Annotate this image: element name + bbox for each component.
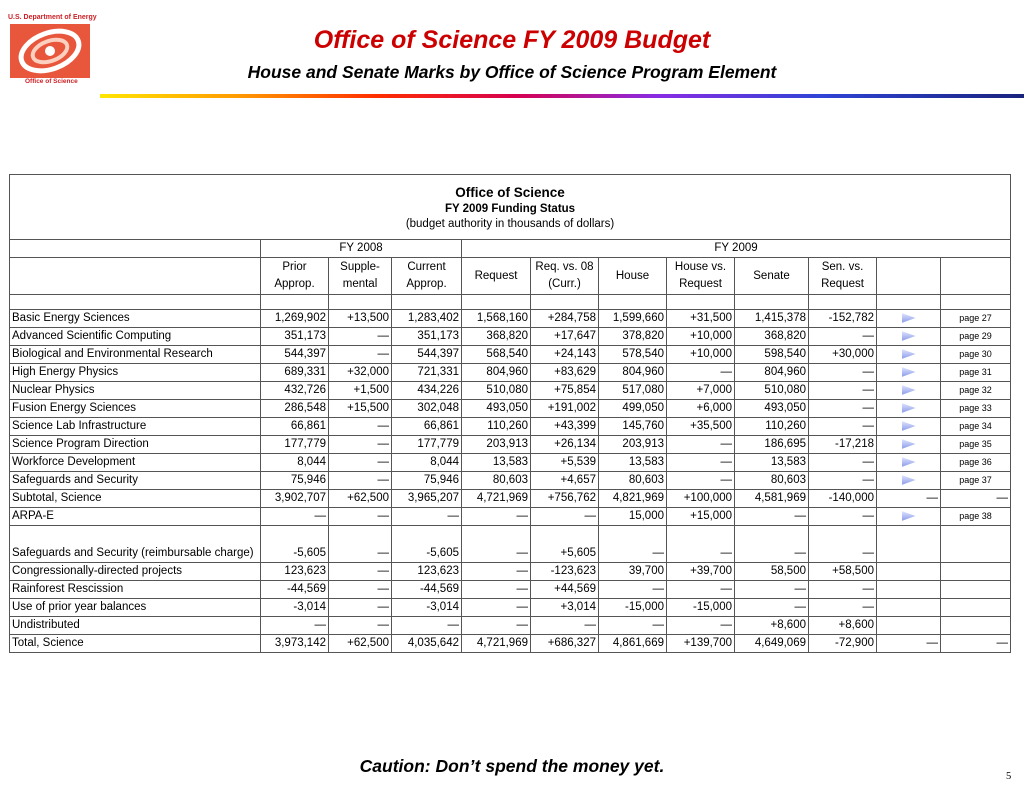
value-cell: 80,603 <box>462 472 531 490</box>
table-row <box>10 328 1011 346</box>
fy2008-group-header: FY 2008 <box>261 240 462 258</box>
row-label: Rainforest Rescission <box>10 581 261 599</box>
table-row <box>10 436 1011 454</box>
value-cell: — <box>462 508 531 526</box>
logo-bottom-text: Office of Science <box>25 78 78 85</box>
value-cell: -44,569 <box>392 581 462 599</box>
value-cell: +4,657 <box>531 472 599 490</box>
spacer-row <box>10 295 1011 310</box>
value-cell: — <box>735 526 809 563</box>
table-row <box>10 563 1011 581</box>
value-cell: -5,605 <box>261 526 329 563</box>
value-cell: -140,000 <box>809 490 877 508</box>
value-cell: — <box>392 508 462 526</box>
value-cell: 351,173 <box>261 328 329 346</box>
value-cell: — <box>667 526 735 563</box>
play-arrow-icon[interactable] <box>902 511 916 521</box>
value-cell: -15,000 <box>667 599 735 617</box>
table-title: Office of Science <box>455 184 565 200</box>
column-header-row <box>10 258 1011 295</box>
value-cell: +75,854 <box>531 382 599 400</box>
value-cell: +1,500 <box>329 382 392 400</box>
value-cell: 568,540 <box>462 346 531 364</box>
value-cell: 39,700 <box>599 563 667 581</box>
value-cell: 286,548 <box>261 400 329 418</box>
value-cell: 499,050 <box>599 400 667 418</box>
value-cell: — <box>261 508 329 526</box>
value-cell: 66,861 <box>392 418 462 436</box>
value-cell: — <box>877 490 941 508</box>
row-label: Nuclear Physics <box>10 382 261 400</box>
value-cell: — <box>735 599 809 617</box>
value-cell: +284,758 <box>531 310 599 328</box>
value-cell: 15,000 <box>599 508 667 526</box>
value-cell: — <box>809 418 877 436</box>
value-cell: — <box>941 490 1011 508</box>
table-row <box>10 599 1011 617</box>
value-cell: 510,080 <box>462 382 531 400</box>
value-cell: +62,500 <box>329 490 392 508</box>
value-cell: -3,014 <box>261 599 329 617</box>
page-title: Office of Science FY 2009 Budget <box>313 26 711 54</box>
value-cell: 689,331 <box>261 364 329 382</box>
value-cell: +43,399 <box>531 418 599 436</box>
value-cell: 598,540 <box>735 346 809 364</box>
value-cell: — <box>329 508 392 526</box>
row-label: Biological and Environmental Research <box>10 346 261 364</box>
value-cell: -15,000 <box>599 599 667 617</box>
link-arrow-cell[interactable] <box>877 508 941 526</box>
value-cell: +15,000 <box>667 508 735 526</box>
play-arrow-icon[interactable] <box>902 439 916 449</box>
value-cell: -17,218 <box>809 436 877 454</box>
value-cell: 8,044 <box>261 454 329 472</box>
value-cell: 13,583 <box>735 454 809 472</box>
row-label: Workforce Development <box>10 454 261 472</box>
col-header-senate: Senate <box>735 258 809 295</box>
value-cell: 368,820 <box>462 328 531 346</box>
row-label: Basic Energy Sciences <box>10 310 261 328</box>
value-cell: -3,014 <box>392 599 462 617</box>
value-cell: 58,500 <box>735 563 809 581</box>
row-label: Fusion Energy Sciences <box>10 400 261 418</box>
value-cell: — <box>667 472 735 490</box>
col-header-prior: Prior Approp. <box>261 258 329 295</box>
value-cell: — <box>735 508 809 526</box>
value-cell: — <box>329 617 392 635</box>
value-cell: — <box>261 617 329 635</box>
table-subtitle: FY 2009 Funding Status <box>444 202 576 215</box>
link-arrow-cell[interactable] <box>877 346 941 364</box>
value-cell: +44,569 <box>531 581 599 599</box>
value-cell: 544,397 <box>261 346 329 364</box>
value-cell: — <box>809 328 877 346</box>
value-cell: +15,500 <box>329 400 392 418</box>
value-cell: — <box>599 617 667 635</box>
value-cell: +8,600 <box>809 617 877 635</box>
value-cell: 3,902,707 <box>261 490 329 508</box>
value-cell: -123,623 <box>531 563 599 581</box>
page-number: 5 <box>1006 771 1012 782</box>
value-cell: — <box>329 454 392 472</box>
table-row <box>10 635 1011 653</box>
value-cell: — <box>735 581 809 599</box>
table-row <box>10 490 1011 508</box>
value-cell: — <box>809 526 877 563</box>
value-cell: — <box>667 454 735 472</box>
value-cell: 1,568,160 <box>462 310 531 328</box>
value-cell: 110,260 <box>462 418 531 436</box>
value-cell: 123,623 <box>392 563 462 581</box>
play-arrow-icon[interactable] <box>902 367 916 377</box>
value-cell: 145,760 <box>599 418 667 436</box>
value-cell: 1,269,902 <box>261 310 329 328</box>
value-cell: — <box>809 382 877 400</box>
page-link[interactable]: page 35 <box>941 436 1011 454</box>
table-title-cell <box>10 175 1011 240</box>
page-link[interactable]: page 30 <box>941 346 1011 364</box>
value-cell: +10,000 <box>667 346 735 364</box>
value-cell: — <box>329 526 392 563</box>
value-cell: — <box>462 617 531 635</box>
value-cell: 302,048 <box>392 400 462 418</box>
page-link[interactable]: page 36 <box>941 454 1011 472</box>
table-units-note: (budget authority in thousands of dollars) <box>405 217 615 230</box>
row-label: Safeguards and Security (reimbursable charge) <box>10 526 261 563</box>
value-cell: 4,861,669 <box>599 635 667 653</box>
value-cell: 493,050 <box>735 400 809 418</box>
value-cell: +6,000 <box>667 400 735 418</box>
link-arrow-cell[interactable] <box>877 364 941 382</box>
value-cell: +100,000 <box>667 490 735 508</box>
value-cell: +191,002 <box>531 400 599 418</box>
play-arrow-icon[interactable] <box>902 313 916 323</box>
table-row <box>10 526 1011 563</box>
link-arrow-cell[interactable] <box>877 454 941 472</box>
page-subtitle: House and Senate Marks by Office of Science Program Element <box>247 62 777 82</box>
value-cell: — <box>599 526 667 563</box>
value-cell: 544,397 <box>392 346 462 364</box>
value-cell: — <box>809 581 877 599</box>
value-cell: 432,726 <box>261 382 329 400</box>
row-label: High Energy Physics <box>10 364 261 382</box>
value-cell: — <box>667 581 735 599</box>
value-cell: 493,050 <box>462 400 531 418</box>
table-row <box>10 346 1011 364</box>
value-cell: 4,821,969 <box>599 490 667 508</box>
value-cell: 8,044 <box>392 454 462 472</box>
value-cell: 3,965,207 <box>392 490 462 508</box>
value-cell: 434,226 <box>392 382 462 400</box>
value-cell: 66,861 <box>261 418 329 436</box>
row-label: Subtotal, Science <box>10 490 261 508</box>
value-cell: — <box>329 599 392 617</box>
link-arrow-cell[interactable] <box>877 382 941 400</box>
value-cell: 4,035,642 <box>392 635 462 653</box>
value-cell: 510,080 <box>735 382 809 400</box>
value-cell: +24,143 <box>531 346 599 364</box>
value-cell: 804,960 <box>735 364 809 382</box>
table-row <box>10 508 1011 526</box>
page-link[interactable]: page 34 <box>941 418 1011 436</box>
play-arrow-icon[interactable] <box>902 385 916 395</box>
value-cell: — <box>329 346 392 364</box>
row-label: Undistributed <box>10 617 261 635</box>
value-cell: — <box>329 418 392 436</box>
row-label: Total, Science <box>10 635 261 653</box>
row-label: Science Lab Infrastructure <box>10 418 261 436</box>
value-cell: +31,500 <box>667 310 735 328</box>
value-cell: — <box>329 328 392 346</box>
value-cell: 75,946 <box>261 472 329 490</box>
page-link[interactable]: page 38 <box>941 508 1011 526</box>
value-cell: 804,960 <box>599 364 667 382</box>
page-link[interactable]: page 31 <box>941 364 1011 382</box>
value-cell: +756,762 <box>531 490 599 508</box>
value-cell: +30,000 <box>809 346 877 364</box>
value-cell: 13,583 <box>462 454 531 472</box>
value-cell: +32,000 <box>329 364 392 382</box>
table-row <box>10 364 1011 382</box>
value-cell: +3,014 <box>531 599 599 617</box>
value-cell: — <box>809 364 877 382</box>
play-arrow-icon[interactable] <box>902 421 916 431</box>
value-cell: 13,583 <box>599 454 667 472</box>
group-header-row <box>10 240 1011 258</box>
value-cell: — <box>329 472 392 490</box>
col-header-house-vs: House vs. Request <box>667 258 735 295</box>
value-cell: -72,900 <box>809 635 877 653</box>
page-link[interactable]: page 33 <box>941 400 1011 418</box>
value-cell: — <box>531 508 599 526</box>
value-cell: — <box>941 635 1011 653</box>
value-cell: +83,629 <box>531 364 599 382</box>
value-cell: — <box>462 563 531 581</box>
table-row <box>10 310 1011 328</box>
row-label: Advanced Scientific Computing <box>10 328 261 346</box>
value-cell: — <box>329 563 392 581</box>
value-cell: +13,500 <box>329 310 392 328</box>
row-label: ARPA-E <box>10 508 261 526</box>
value-cell: -152,782 <box>809 310 877 328</box>
table-row <box>10 472 1011 490</box>
play-arrow-icon[interactable] <box>902 349 916 359</box>
table-row <box>10 581 1011 599</box>
value-cell: — <box>667 436 735 454</box>
value-cell: 203,913 <box>462 436 531 454</box>
value-cell: -5,605 <box>392 526 462 563</box>
value-cell: 80,603 <box>735 472 809 490</box>
rainbow-divider <box>100 94 1024 98</box>
link-arrow-cell[interactable] <box>877 418 941 436</box>
value-cell: +10,000 <box>667 328 735 346</box>
value-cell: — <box>599 581 667 599</box>
link-arrow-cell[interactable] <box>877 328 941 346</box>
value-cell: +8,600 <box>735 617 809 635</box>
value-cell: — <box>392 617 462 635</box>
value-cell: 4,649,069 <box>735 635 809 653</box>
value-cell: 578,540 <box>599 346 667 364</box>
fy2009-group-header: FY 2009 <box>462 240 1011 258</box>
value-cell: 4,581,969 <box>735 490 809 508</box>
value-cell: 721,331 <box>392 364 462 382</box>
value-cell: — <box>329 436 392 454</box>
value-cell: +139,700 <box>667 635 735 653</box>
value-cell: — <box>531 617 599 635</box>
table-title-row <box>10 175 1011 240</box>
col-header-sen-vs: Sen. vs. Request <box>809 258 877 295</box>
row-label: Science Program Direction <box>10 436 261 454</box>
value-cell: — <box>329 581 392 599</box>
value-cell: +39,700 <box>667 563 735 581</box>
value-cell: — <box>877 635 941 653</box>
value-cell: 351,173 <box>392 328 462 346</box>
value-cell: 1,415,378 <box>735 310 809 328</box>
value-cell: +58,500 <box>809 563 877 581</box>
value-cell: — <box>809 400 877 418</box>
value-cell: 4,721,969 <box>462 635 531 653</box>
value-cell: 80,603 <box>599 472 667 490</box>
value-cell: 123,623 <box>261 563 329 581</box>
value-cell: 1,283,402 <box>392 310 462 328</box>
value-cell: 3,973,142 <box>261 635 329 653</box>
value-cell: 186,695 <box>735 436 809 454</box>
value-cell: +5,605 <box>531 526 599 563</box>
play-arrow-icon[interactable] <box>902 331 916 341</box>
link-arrow-cell[interactable] <box>877 310 941 328</box>
funding-status-table <box>9 174 1011 653</box>
col-header-supplemental: Supple- mental <box>329 258 392 295</box>
value-cell: +35,500 <box>667 418 735 436</box>
col-header-house: House <box>599 258 667 295</box>
value-cell: +7,000 <box>667 382 735 400</box>
value-cell: 203,913 <box>599 436 667 454</box>
value-cell: +686,327 <box>531 635 599 653</box>
value-cell: — <box>462 599 531 617</box>
value-cell: — <box>667 617 735 635</box>
col-header-request: Request <box>462 258 531 295</box>
table-row <box>10 382 1011 400</box>
value-cell: 177,779 <box>261 436 329 454</box>
value-cell: +17,647 <box>531 328 599 346</box>
page-link[interactable]: page 27 <box>941 310 1011 328</box>
value-cell: 4,721,969 <box>462 490 531 508</box>
page-link[interactable]: page 29 <box>941 328 1011 346</box>
link-arrow-cell[interactable] <box>877 472 941 490</box>
row-label: Use of prior year balances <box>10 599 261 617</box>
caution-note: Caution: Don’t spend the money yet. <box>359 756 665 776</box>
value-cell: — <box>809 472 877 490</box>
link-arrow-cell[interactable] <box>877 436 941 454</box>
value-cell: — <box>809 599 877 617</box>
row-label: Safeguards and Security <box>10 472 261 490</box>
value-cell: 378,820 <box>599 328 667 346</box>
value-cell: 75,946 <box>392 472 462 490</box>
value-cell: 804,960 <box>462 364 531 382</box>
value-cell: 110,260 <box>735 418 809 436</box>
value-cell: 1,599,660 <box>599 310 667 328</box>
value-cell: — <box>809 508 877 526</box>
value-cell: 177,779 <box>392 436 462 454</box>
value-cell: — <box>667 364 735 382</box>
value-cell: 517,080 <box>599 382 667 400</box>
value-cell: +26,134 <box>531 436 599 454</box>
table-row <box>10 454 1011 472</box>
value-cell: -44,569 <box>261 581 329 599</box>
value-cell: — <box>462 526 531 563</box>
table-row <box>10 418 1011 436</box>
table-row <box>10 617 1011 635</box>
funding-table-container <box>9 174 1010 653</box>
table-row <box>10 400 1011 418</box>
value-cell: — <box>462 581 531 599</box>
row-label: Congressionally-directed projects <box>10 563 261 581</box>
col-header-current: Current Approp. <box>392 258 462 295</box>
play-arrow-icon[interactable] <box>902 457 916 467</box>
page-link[interactable]: page 32 <box>941 382 1011 400</box>
logo-top-text: U.S. Department of Energy <box>8 14 97 21</box>
page-link[interactable]: page 37 <box>941 472 1011 490</box>
col-header-req-vs-08: Req. vs. 08 (Curr.) <box>531 258 599 295</box>
value-cell: +62,500 <box>329 635 392 653</box>
link-arrow-cell[interactable] <box>877 400 941 418</box>
value-cell: +5,539 <box>531 454 599 472</box>
play-arrow-icon[interactable] <box>902 403 916 413</box>
play-arrow-icon[interactable] <box>902 475 916 485</box>
value-cell: — <box>809 454 877 472</box>
value-cell: 368,820 <box>735 328 809 346</box>
